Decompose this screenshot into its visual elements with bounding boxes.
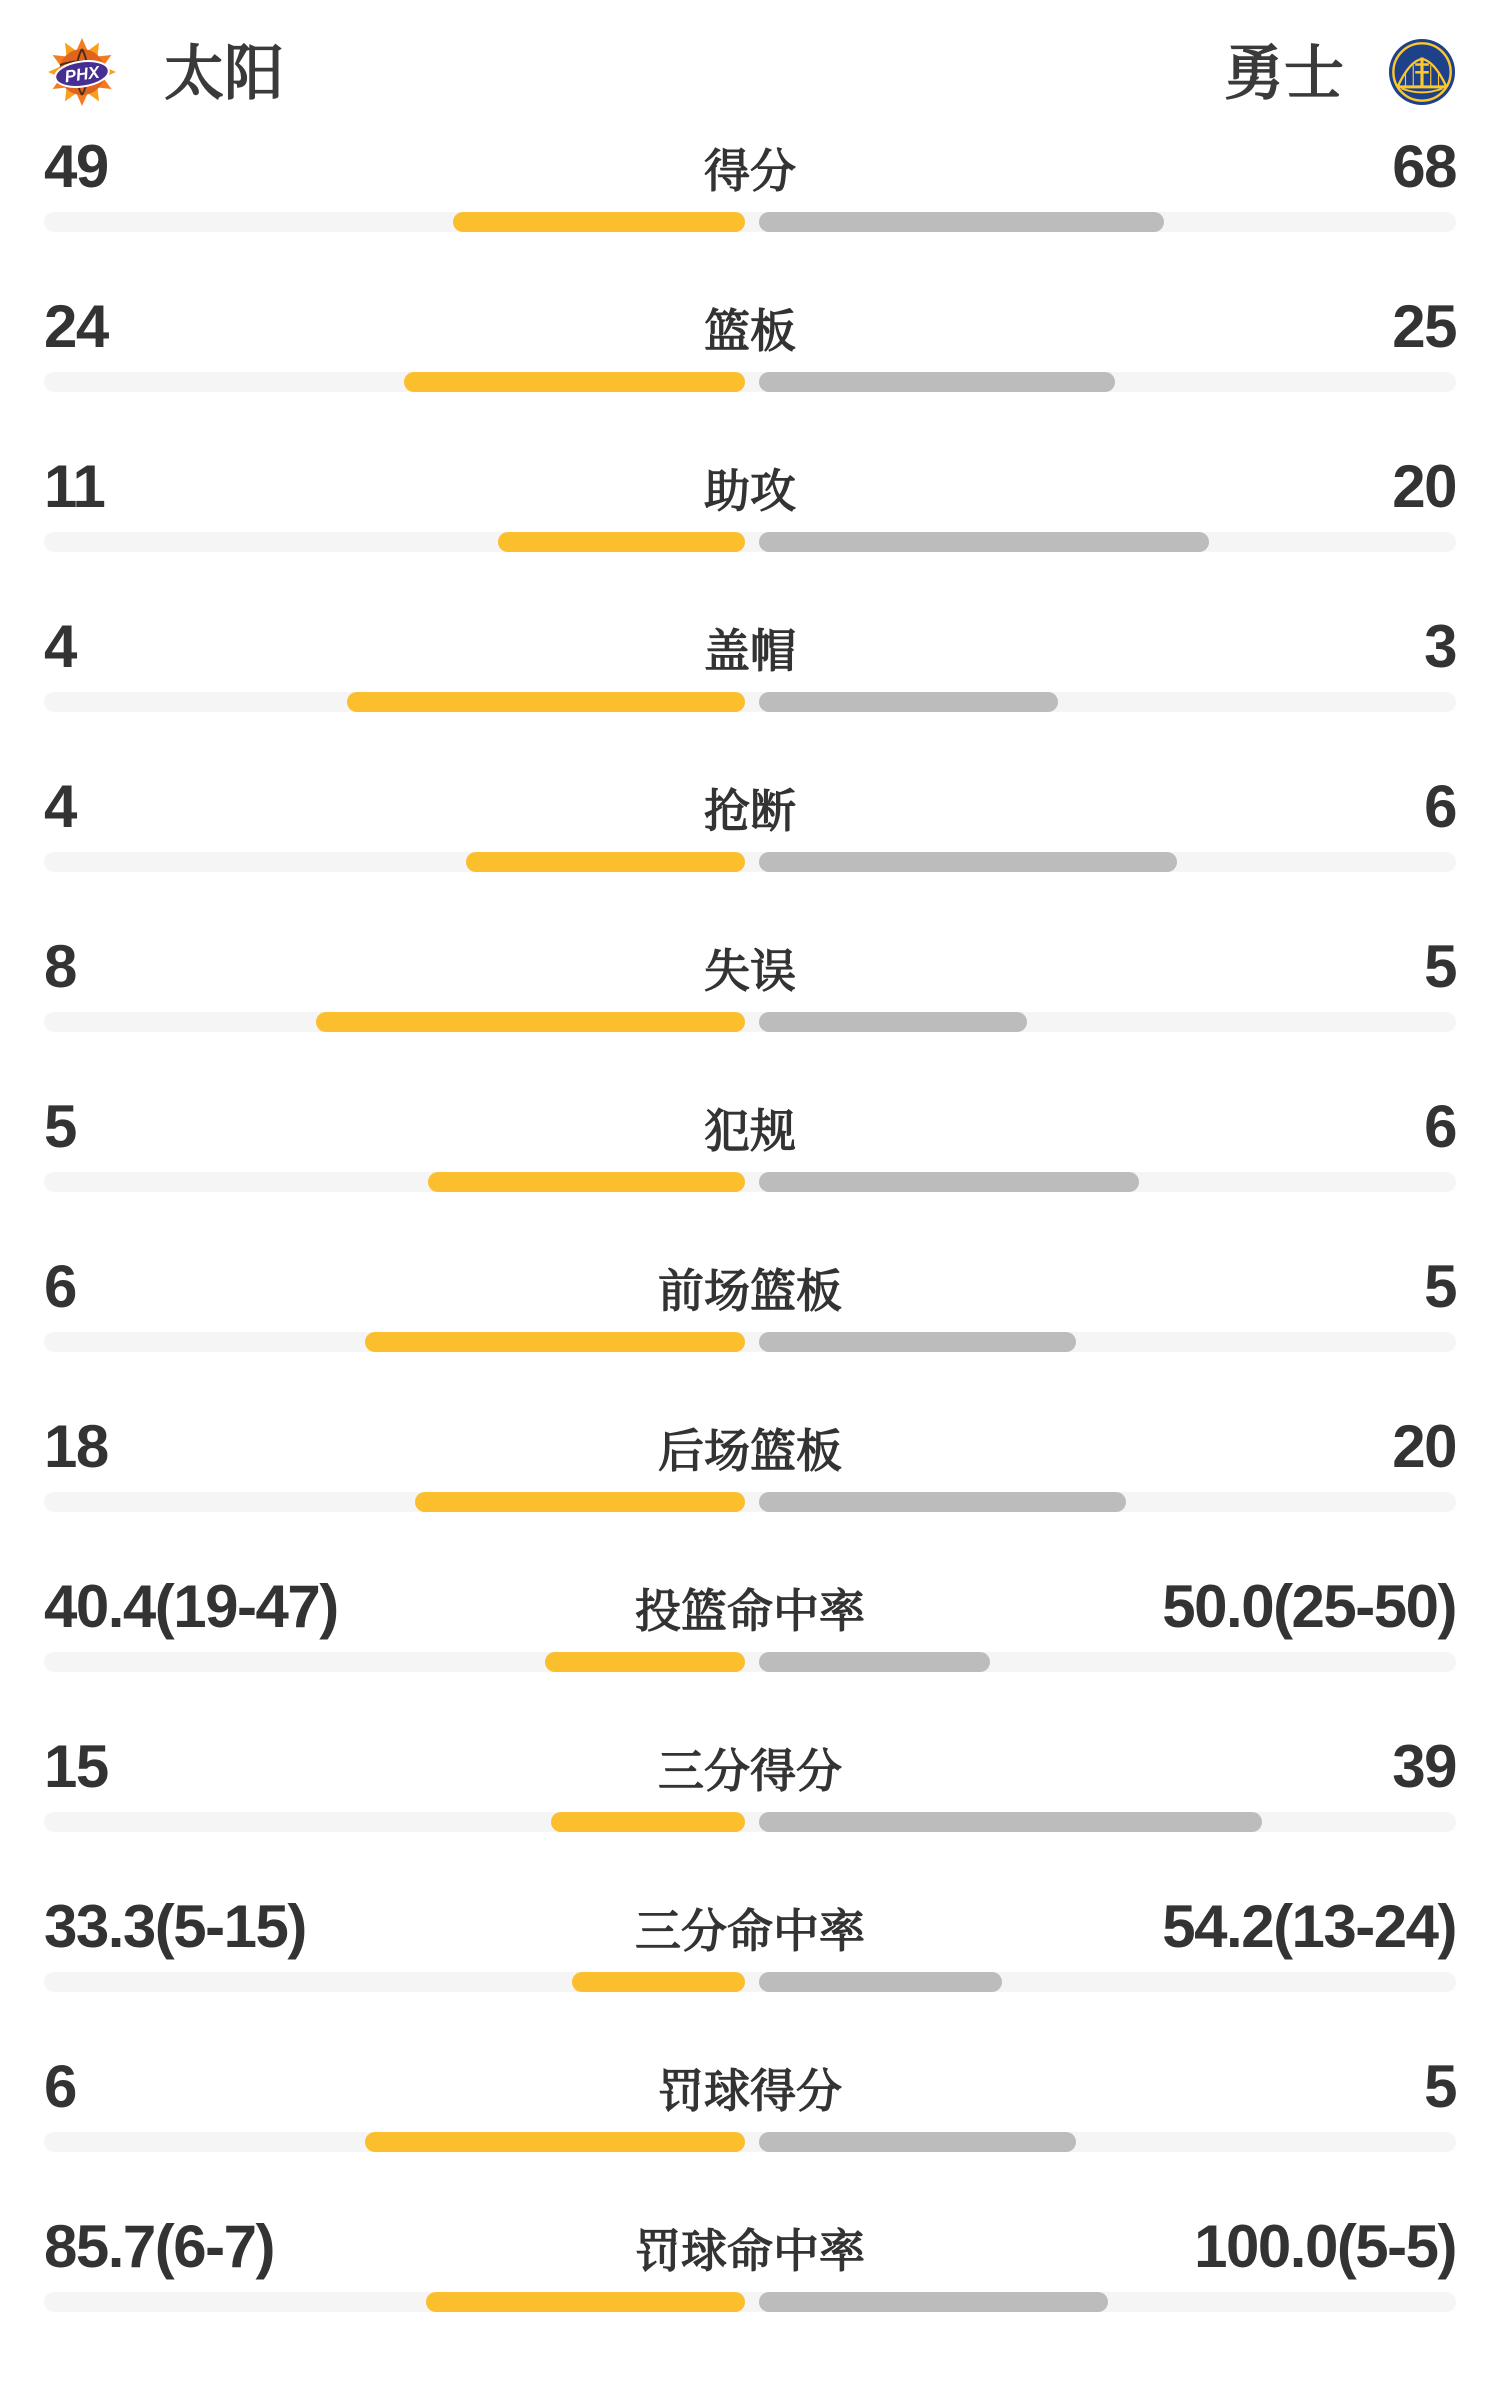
stat-bar-track (44, 372, 1456, 392)
home-stat-bar (453, 212, 745, 232)
stat-bar-track (44, 1492, 1456, 1512)
stat-values-line (44, 933, 1456, 1000)
away-stat-bar (759, 1172, 1139, 1192)
stat-row (44, 2053, 1456, 2152)
home-stat-value: 18 (44, 1413, 108, 1480)
stat-bar-track (44, 692, 1456, 712)
away-stat-bar (759, 1332, 1076, 1352)
stat-label: 犯规 (704, 1105, 796, 1157)
home-team-name: 太阳 (164, 40, 284, 107)
stat-row (44, 2213, 1456, 2312)
stat-row (44, 773, 1456, 872)
stat-bar-track (44, 1012, 1456, 1032)
stat-values-line (44, 1413, 1456, 1480)
home-stat-bar (466, 852, 745, 872)
home-stat-bar (428, 1172, 745, 1192)
svg-text:PHX: PHX (63, 62, 101, 86)
stat-label: 篮板 (704, 305, 796, 357)
home-stat-bar (404, 372, 745, 392)
stat-values-line (44, 1573, 1456, 1640)
away-stat-value: 39 (1392, 1733, 1456, 1800)
home-stat-value: 6 (44, 1253, 76, 1320)
stat-bar-track (44, 1332, 1456, 1352)
away-team-name: 勇士 (1224, 40, 1344, 107)
away-stat-value: 5 (1424, 933, 1456, 1000)
stat-label: 抢断 (704, 785, 796, 837)
home-stat-value: 85.7(6-7) (44, 2213, 274, 2280)
away-stat-bar (759, 692, 1058, 712)
stat-label: 前场篮板 (658, 1265, 842, 1317)
stat-row (44, 613, 1456, 712)
away-stat-bar (759, 1972, 1002, 1992)
home-stat-value: 4 (44, 613, 76, 680)
stat-bar-track (44, 2292, 1456, 2312)
home-stat-bar (545, 1652, 745, 1672)
stat-row (44, 1733, 1456, 1832)
home-stat-bar (347, 692, 745, 712)
home-stat-bar (572, 1972, 745, 1992)
away-stat-value: 3 (1424, 613, 1456, 680)
home-stat-value: 11 (44, 453, 105, 520)
stat-values-line (44, 1893, 1456, 1960)
stat-values-line (44, 773, 1456, 840)
away-stat-bar (759, 1492, 1126, 1512)
stat-values-line (44, 2053, 1456, 2120)
away-stat-value: 100.0(5-5) (1194, 2213, 1456, 2280)
stat-values-line (44, 613, 1456, 680)
stat-label: 失误 (704, 945, 796, 997)
away-stat-bar (759, 2132, 1076, 2152)
away-stat-bar (759, 1812, 1262, 1832)
stat-row (44, 293, 1456, 392)
stat-bar-track (44, 1652, 1456, 1672)
stat-label: 罚球命中率 (635, 2225, 865, 2277)
away-stat-value: 25 (1392, 293, 1456, 360)
home-stat-bar (498, 532, 745, 552)
stat-bar-track (44, 1172, 1456, 1192)
home-stat-value: 6 (44, 2053, 76, 2120)
away-stat-value: 54.2(13-24) (1162, 1893, 1456, 1960)
away-stat-bar (759, 532, 1209, 552)
stat-bar-track (44, 532, 1456, 552)
stat-values-line (44, 1733, 1456, 1800)
stat-label: 三分得分 (658, 1745, 842, 1797)
stat-label: 助攻 (704, 465, 796, 517)
home-stat-bar (551, 1812, 745, 1832)
stat-label: 后场篮板 (658, 1425, 842, 1477)
home-stat-value: 5 (44, 1093, 76, 1160)
away-stat-value: 5 (1424, 2053, 1456, 2120)
home-stat-value: 8 (44, 933, 76, 1000)
matchup-header (0, 0, 1500, 112)
away-stat-value: 6 (1424, 1093, 1456, 1160)
stat-values-line (44, 133, 1456, 200)
stat-row (44, 1573, 1456, 1672)
stat-label: 投篮命中率 (635, 1585, 865, 1637)
stat-bar-track (44, 2132, 1456, 2152)
stat-row (44, 1253, 1456, 1352)
away-stat-bar (759, 852, 1177, 872)
stat-bar-track (44, 212, 1456, 232)
stat-values-line (44, 453, 1456, 520)
home-stat-value: 33.3(5-15) (44, 1893, 306, 1960)
home-stat-bar (365, 1332, 745, 1352)
stat-row (44, 1893, 1456, 1992)
stat-row (44, 1413, 1456, 1512)
home-stat-bar (316, 1012, 745, 1032)
stat-row (44, 933, 1456, 1032)
home-stat-value: 15 (44, 1733, 108, 1800)
home-stat-value: 49 (44, 133, 108, 200)
stat-values-line (44, 293, 1456, 360)
stat-values-line (44, 1253, 1456, 1320)
away-stat-value: 50.0(25-50) (1162, 1573, 1456, 1640)
stat-row (44, 133, 1456, 232)
stat-values-line (44, 1093, 1456, 1160)
away-stat-value: 6 (1424, 773, 1456, 840)
warriors-logo-icon (1388, 37, 1456, 112)
stat-label: 三分命中率 (635, 1905, 865, 1957)
away-stat-value: 68 (1392, 133, 1456, 200)
away-stat-bar (759, 1652, 990, 1672)
home-stat-bar (365, 2132, 745, 2152)
away-stat-value: 20 (1392, 1413, 1456, 1480)
away-stat-bar (759, 1012, 1027, 1032)
stat-label: 罚球得分 (658, 2065, 842, 2117)
home-stat-value: 40.4(19-47) (44, 1573, 338, 1640)
away-stat-bar (759, 372, 1115, 392)
stat-bar-track (44, 1972, 1456, 1992)
stat-bar-track (44, 852, 1456, 872)
home-stat-value: 4 (44, 773, 76, 840)
home-stat-bar (426, 2292, 745, 2312)
stat-row (44, 1093, 1456, 1192)
stat-label: 盖帽 (704, 625, 796, 677)
stats-comparison-list (0, 133, 1500, 2312)
home-team (44, 33, 284, 116)
stat-row (44, 453, 1456, 552)
home-stat-bar (415, 1492, 745, 1512)
away-stat-value: 5 (1424, 1253, 1456, 1320)
stat-bar-track (44, 1812, 1456, 1832)
stat-values-line (44, 2213, 1456, 2280)
suns-logo-icon (44, 33, 120, 116)
home-stat-value: 24 (44, 293, 108, 360)
away-team (1224, 37, 1456, 112)
away-stat-value: 20 (1392, 453, 1456, 520)
stat-label: 得分 (704, 145, 796, 197)
away-stat-bar (759, 2292, 1108, 2312)
away-stat-bar (759, 212, 1164, 232)
